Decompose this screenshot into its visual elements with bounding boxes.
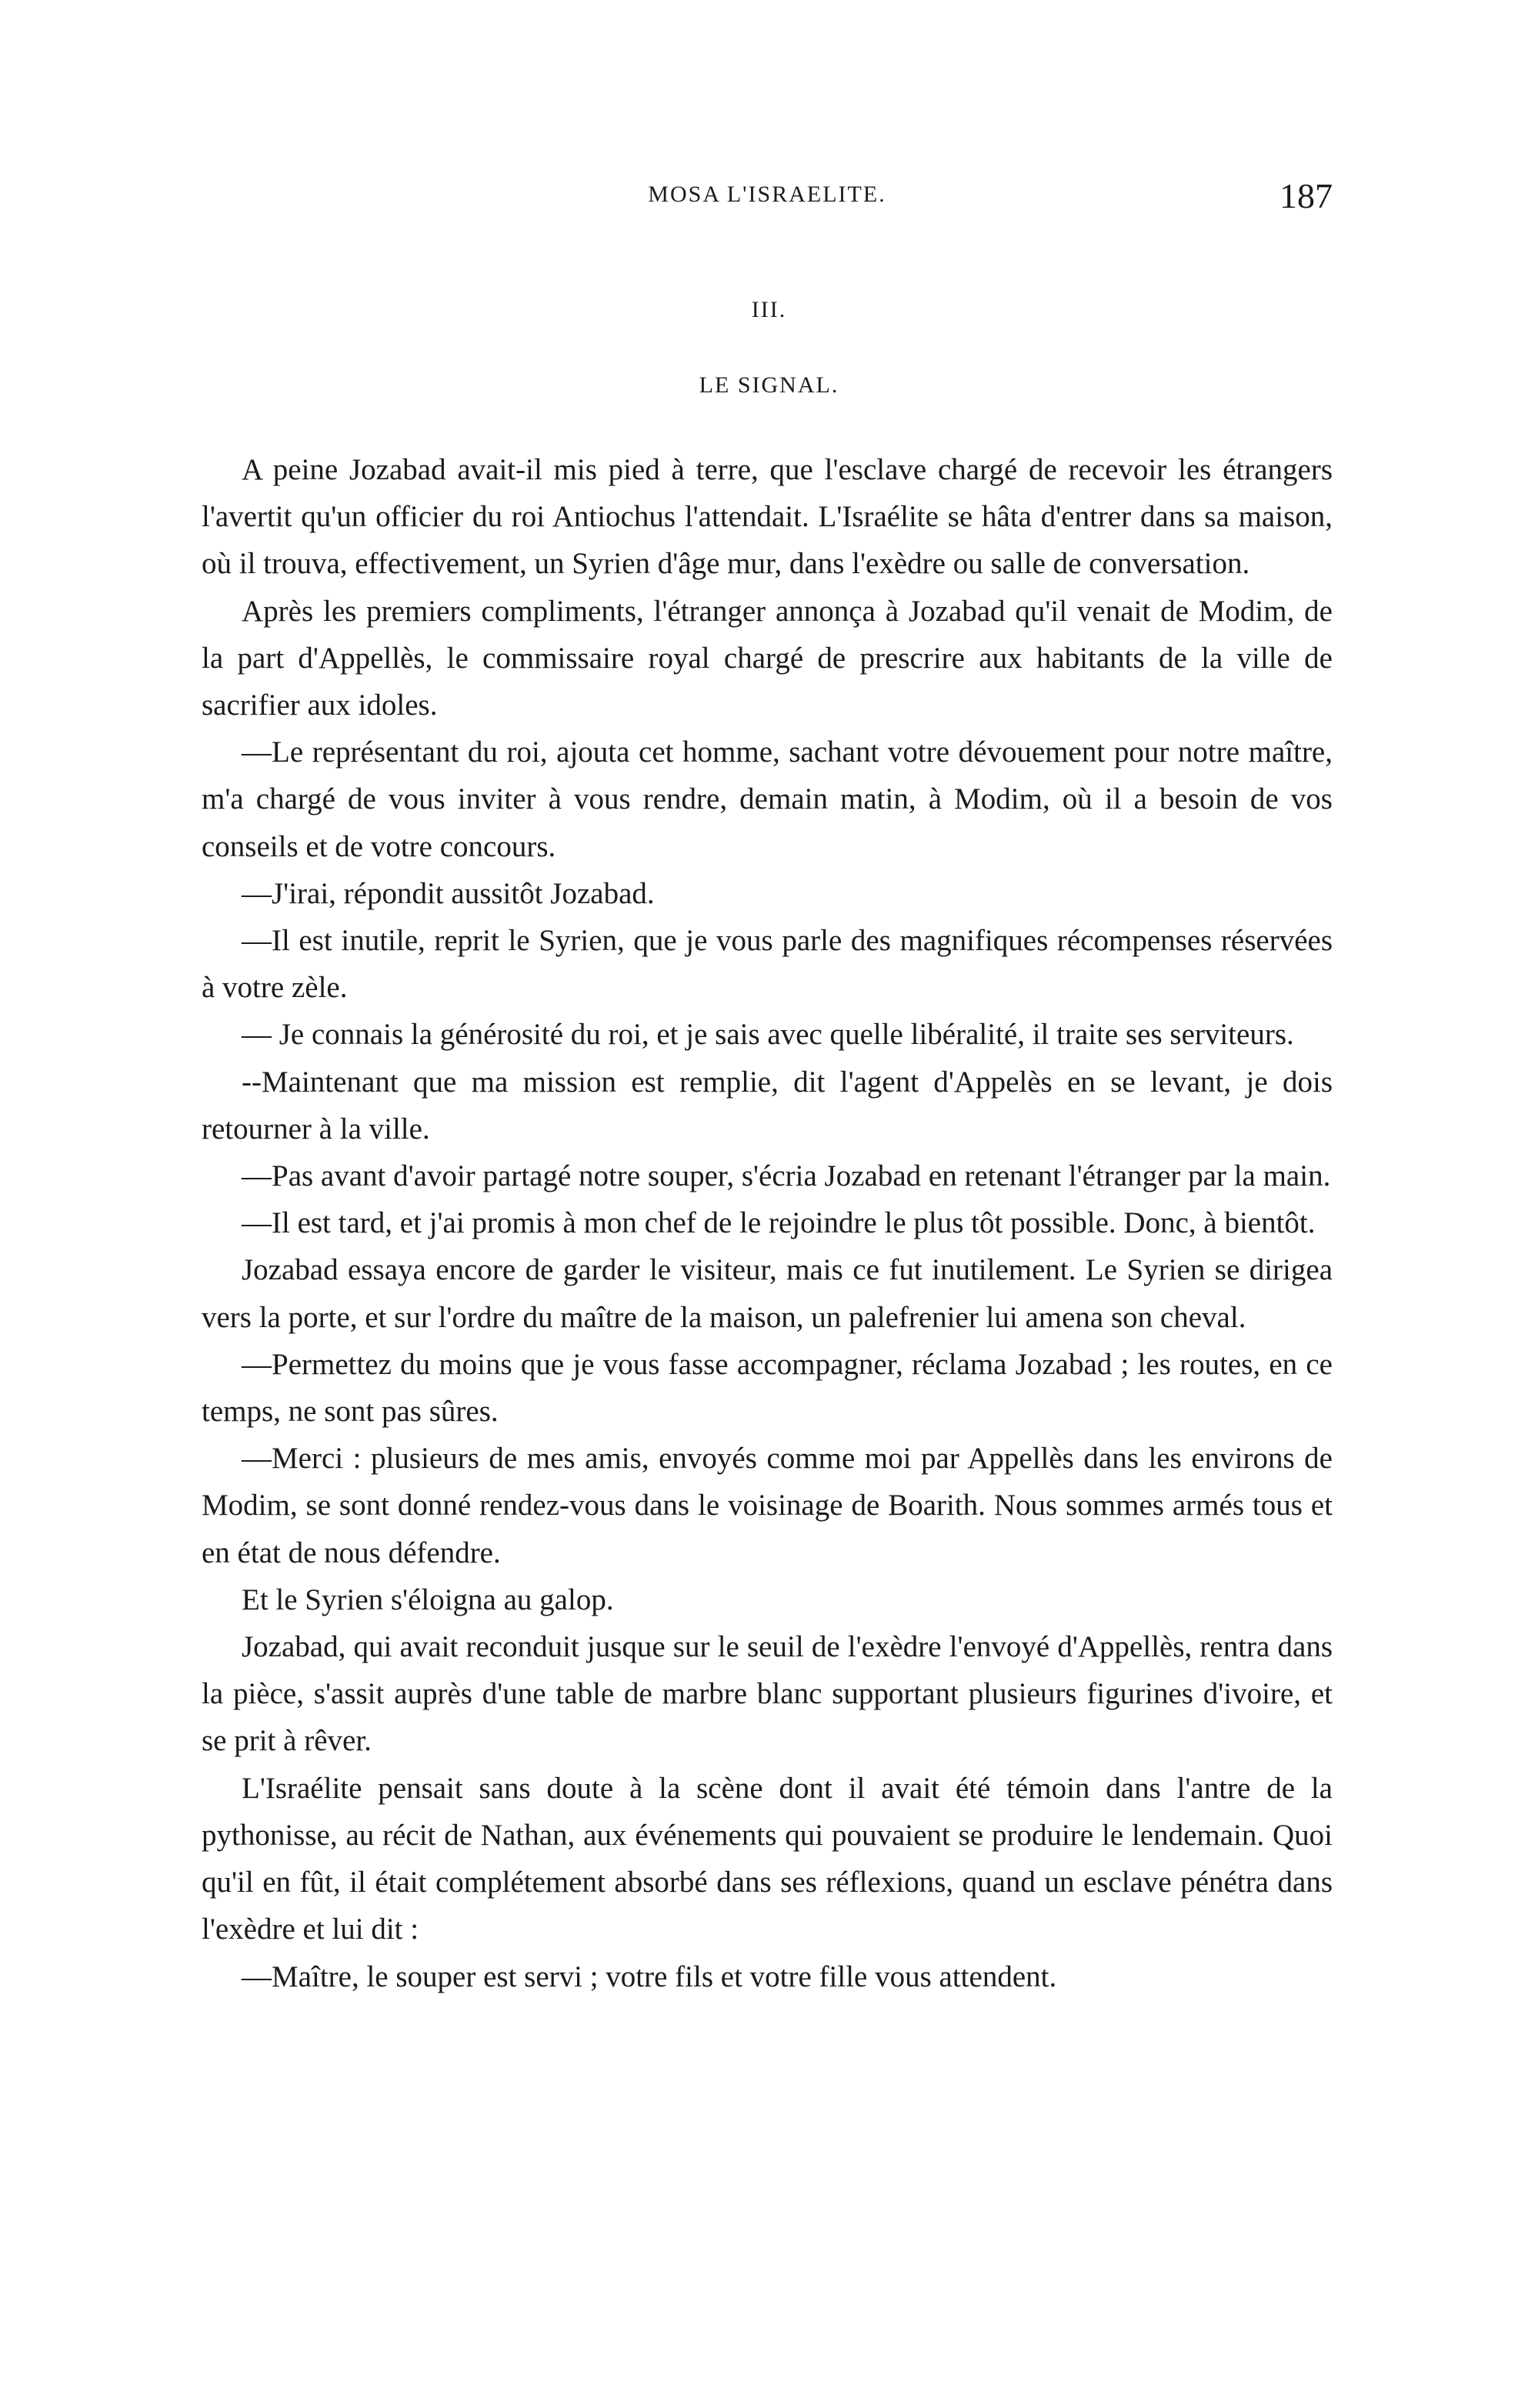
paragraph: Jozabad, qui avait reconduit jusque sur le seuil de l'exèdre l'envoyé d'Appellès, rentra dans la pièce, s'assit auprès d'une table de marbre blanc supportant plusieurs figurines d'ivoire, et se prit à rêver. — [202, 1630, 1333, 1758]
paragraph: —Il est inutile, reprit le Syrien, que je vous parle des magnifiques récompenses réservées à votre zèle. — [202, 924, 1333, 1005]
paragraph: —Le représentant du roi, ajouta cet homme, sachant votre dévouement pour notre maître, m'a chargé de vous inviter à vous rendre, demain matin, à Modim, où il a besoin de vos conseils et de votre concours. — [202, 735, 1333, 863]
paragraph: —Permettez du moins que je vous fasse accompagner, réclama Jozabad ; les routes, en ce temps, ne sont pas sûres. — [202, 1347, 1333, 1429]
paragraph: A peine Jozabad avait-il mis pied à terre, que l'esclave chargé de recevoir les étrangers l'avertit qu'un officier du roi Antiochus l'attendait. L'Israélite se hâta d'entrer dans sa maison, où il trouva, effectivement, un Syrien d'âge mur, dans l'exèdre ou salle de conversation. — [202, 453, 1333, 581]
chapter-title: LE SIGNAL. — [699, 372, 839, 398]
page-number: 187 — [1279, 176, 1333, 215]
paragraph: --Maintenant que ma mission est remplie, dit l'agent d'Appelès en se levant, je dois retourner à la ville. — [202, 1065, 1333, 1146]
paragraph: Jozabad essaya encore de garder le visiteur, mais ce fut inutilement. Le Syrien se dirigea vers la porte, et sur l'ordre du maître de la maison, un palefrenier lui amena son cheval. — [202, 1253, 1333, 1334]
paragraph: —Il est tard, et j'ai promis à mon chef de le rejoindre le plus tôt possible. Donc, à bientôt. — [242, 1206, 1316, 1240]
chapter-number: III. — [751, 297, 787, 322]
paragraph: —Pas avant d'avoir partagé notre souper, s'écria Jozabad en retenant l'étranger par la main. — [242, 1159, 1331, 1193]
paragraph: Après les premiers compliments, l'étranger annonça à Jozabad qu'il venait de Modim, de la part d'Appellès, le commissaire royal chargé de prescrire aux habitants de la ville de sacrifier aux idoles. — [202, 594, 1333, 722]
running-title: MOSA L'ISRAELITE. — [648, 182, 886, 207]
paragraph: —Merci : plusieurs de mes amis, envoyés comme moi par Appellès dans les environs de Modim, se sont donné rendez-vous dans le voisinage de Boarith. Nous sommes armés tous et en état de nous défendre. — [202, 1442, 1333, 1569]
paragraph: — Je connais la générosité du roi, et je sais avec quelle libéralité, il traite ses serviteurs. — [242, 1018, 1294, 1052]
paragraph: Et le Syrien s'éloigna au galop. — [242, 1583, 614, 1616]
running-head — [202, 175, 1333, 222]
paragraph: —Maître, le souper est servi ; votre fils et votre fille vous attendent. — [242, 1959, 1057, 1993]
paragraph: —J'irai, répondit aussitôt Jozabad. — [242, 876, 655, 910]
paragraph: L'Israélite pensait sans doute à la scène dont il avait été témoin dans l'antre de la pythonisse, au récit de Nathan, aux événements qui pouvaient se produire le lendemain. Quoi qu'il en fût, il était complétement absorbé dans ses réflexions, quand un esclave pénétra dans l'exèdre et lui dit : — [202, 1771, 1333, 1946]
body-text — [202, 446, 1333, 2000]
